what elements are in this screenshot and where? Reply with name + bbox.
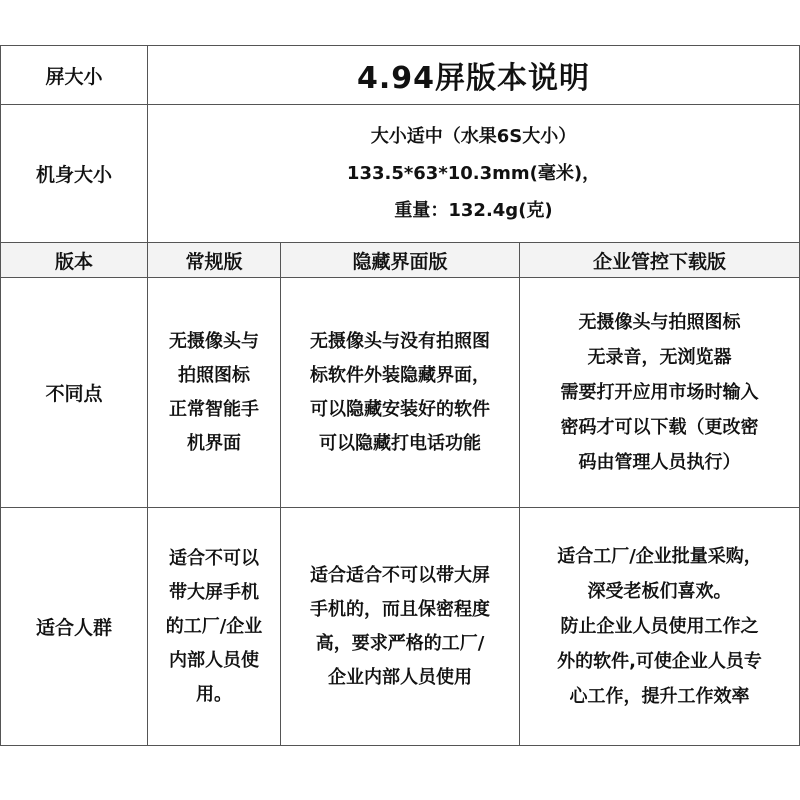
text-line: 码由管理人员执行） — [578, 452, 741, 473]
body-size-label-cell — [1, 105, 148, 243]
text-line: 用。 — [196, 683, 232, 705]
text-line: 无录音，无浏览器 — [587, 347, 732, 368]
body-size-line: 133.5*63*10.3mm(毫米)， — [346, 163, 601, 184]
differences-enterprise-text — [520, 305, 799, 480]
text-line: 标软件外装隐藏界面， — [310, 364, 490, 386]
differences-enterprise-cell — [520, 278, 800, 508]
differences-label-cell — [1, 278, 148, 508]
header-hidden-cell — [281, 243, 520, 278]
target-users-label-cell — [1, 508, 148, 746]
differences-hidden-cell — [281, 278, 520, 508]
differences-hidden-text — [281, 325, 519, 461]
header-regular-cell — [148, 243, 281, 278]
body-size-line: 重量：132.4g(克) — [394, 200, 553, 221]
screen-size-label: 屏大小 — [45, 65, 103, 88]
differences-regular-cell — [148, 278, 281, 508]
text-line: 需要打开应用市场时输入 — [560, 382, 759, 403]
body-size-value-cell — [148, 105, 800, 243]
title-cell — [148, 46, 800, 105]
target-users-enterprise-text — [520, 539, 799, 714]
target-users-label: 适合人群 — [35, 617, 112, 639]
text-line: 密码才可以下载（更改密 — [560, 417, 759, 438]
text-line: 可以隐藏打电话功能 — [319, 432, 481, 454]
text-line: 外的软件,可使企业人员专 — [557, 651, 762, 672]
target-users-hidden-text — [281, 559, 519, 695]
text-line: 正常智能手 — [169, 398, 259, 420]
row-screen-size — [1, 46, 800, 105]
header-regular: 常规版 — [185, 250, 243, 273]
target-users-hidden-cell — [281, 508, 520, 746]
text-line: 带大屏手机 — [169, 581, 259, 603]
target-users-regular-cell — [148, 508, 281, 746]
text-line: 深受老板们喜欢。 — [587, 581, 732, 602]
header-version: 版本 — [54, 250, 93, 273]
header-enterprise: 企业管控下载版 — [593, 250, 727, 273]
differences-label: 不同点 — [45, 383, 103, 405]
target-users-enterprise-cell — [520, 508, 800, 746]
text-line: 高，要求严格的工厂/ — [315, 632, 485, 654]
body-size-label: 机身大小 — [35, 164, 112, 186]
screen-size-label-cell — [1, 46, 148, 105]
text-line: 企业内部人员使用 — [328, 666, 472, 688]
text-line: 无摄像头与没有拍照图 — [310, 330, 490, 352]
text-line: 适合工厂/企业批量采购， — [557, 546, 762, 567]
differences-regular-text — [148, 325, 280, 461]
header-row — [1, 243, 800, 278]
text-line: 拍照图标 — [178, 364, 250, 386]
header-hidden-ui: 隐藏界面版 — [352, 250, 448, 273]
text-line: 心工作，提升工作效率 — [569, 686, 750, 707]
text-line: 防止企业人员使用工作之 — [560, 616, 759, 637]
text-line: 无摄像头与拍照图标 — [578, 312, 741, 333]
row-target-users — [1, 508, 800, 746]
row-body-size — [1, 105, 800, 243]
text-line: 适合不可以 — [169, 547, 259, 569]
text-line: 无摄像头与 — [169, 330, 259, 352]
header-version-cell — [1, 243, 148, 278]
page-title: 4.94屏版本说明 — [357, 61, 591, 96]
version-spec-table — [0, 45, 800, 746]
body-size-lines — [148, 118, 799, 229]
text-line: 内部人员使 — [169, 649, 259, 671]
text-line: 的工厂/企业 — [165, 615, 263, 637]
text-line: 可以隐藏安装好的软件 — [310, 398, 490, 420]
target-users-regular-text — [148, 542, 280, 712]
text-line: 手机的，而且保密程度 — [310, 598, 490, 620]
body-size-line: 大小适中（水果6S大小） — [370, 126, 577, 147]
text-line: 适合适合不可以带大屏 — [310, 564, 490, 586]
row-differences — [1, 278, 800, 508]
text-line: 机界面 — [187, 432, 241, 454]
header-enterprise-cell — [520, 243, 800, 278]
